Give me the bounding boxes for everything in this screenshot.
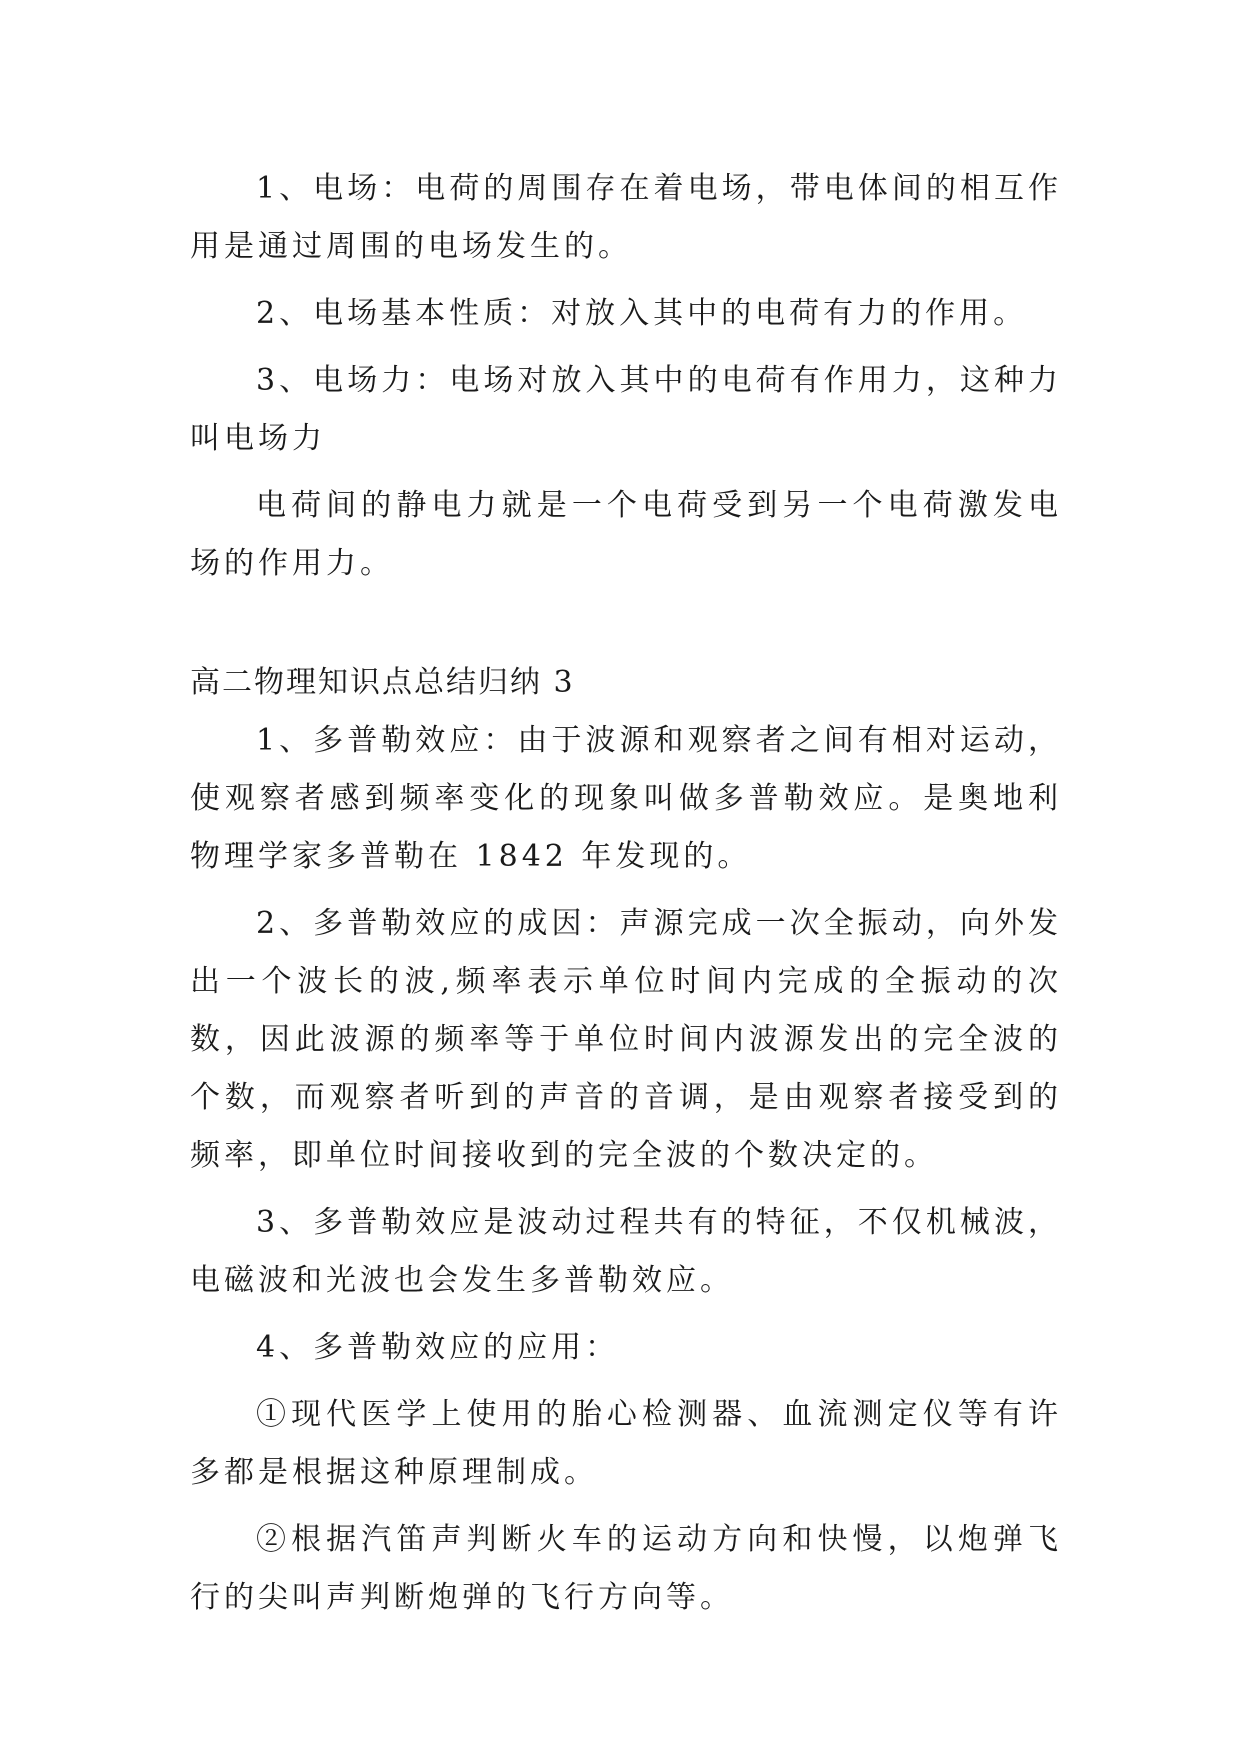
paragraph-electrostatic-force: 电荷间的静电力就是一个电荷受到另一个电荷激发电场的作用力。 xyxy=(190,488,1062,581)
paragraph-application-train: ②根据汽笛声判断火车的运动方向和快慢，以炮弹飞行的尖叫声判断炮弹的飞行方向等。 xyxy=(190,1522,1062,1615)
paragraph-field-force: 3、电场力：电场对放入其中的电荷有作用力，这种力叫电场力 xyxy=(190,363,1062,456)
section-title: 高二物理知识点总结归纳 3 xyxy=(190,665,575,700)
paragraph-doppler-universal: 3、多普勒效应是波动过程共有的特征，不仅机械波，电磁波和光波也会发生多普勒效应。 xyxy=(190,1205,1062,1298)
paragraph-doppler-applications: 4、多普勒效应的应用： xyxy=(256,1330,620,1365)
paragraph-electric-field: 1、电场：电荷的周围存在着电场，带电体间的相互作用是通过周围的电场发生的。 xyxy=(190,171,1062,264)
paragraph-field-property: 2、电场基本性质：对放入其中的电荷有力的作用。 xyxy=(256,296,1028,331)
paragraph-doppler-cause: 2、多普勒效应的成因：声源完成一次全振动，向外发出一个波长的波,频率表示单位时间内完成的全振动的次数，因此波源的频率等于单位时间内波源发出的完全波的个数，而观察者听到的声音的音调，是由观察者接受到的频率，即单位时间接收到的完全波的个数决定的。 xyxy=(190,906,1062,1173)
paragraph-application-medical: ①现代医学上使用的胎心检测器、血流测定仪等有许多都是根据这种原理制成。 xyxy=(190,1397,1062,1490)
document-body xyxy=(190,160,1062,1636)
paragraph-doppler-definition: 1、多普勒效应：由于波源和观察者之间有相对运动，使观察者感到频率变化的现象叫做多普勒效应。是奥地利物理学家多普勒在 1842 年发现的。 xyxy=(190,723,1062,874)
